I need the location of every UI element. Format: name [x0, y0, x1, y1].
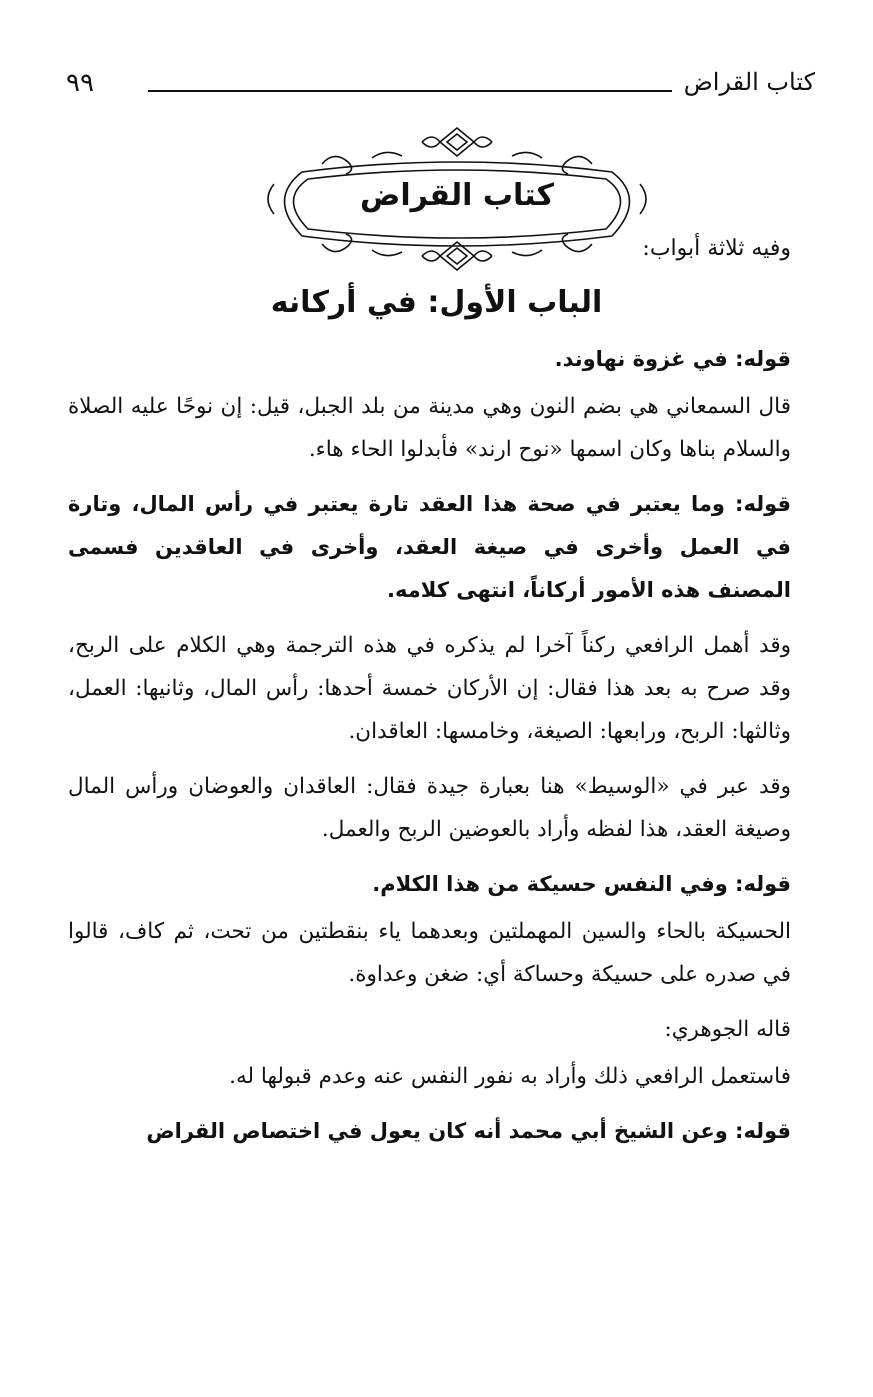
body-text — [68, 338, 791, 1165]
paragraph: الحسيكة بالحاء والسين المهملتين وبعدهما ياء بنقطتين من تحت، ثم كاف، قالوا في صدره على حسيكة وحساكة أي: ضغن وعداوة. — [68, 919, 791, 987]
paragraph: قوله: في غزوة نهاوند. — [554, 347, 791, 371]
intro-line: وفيه ثلاثة أبواب: — [642, 236, 791, 261]
header-rule — [148, 90, 672, 92]
paragraph: فاستعمل الرافعي ذلك وأراد به نفور النفس عنه وعدم قبولها له. — [229, 1064, 791, 1089]
paragraph: قال السمعاني هي بضم النون وهي مدينة من بلد الجبل، قيل: إن نوحًا عليه الصلاة والسلام بناها وكان اسمها «نوح ارند» فأبدلوا الحاء هاء. — [68, 394, 791, 462]
running-title: كتاب القراض — [683, 68, 815, 96]
paragraph: قوله: وما يعتبر في صحة هذا العقد تارة يعتبر في رأس المال، وتارة في العمل وأخرى في صيغة العقد، وأخرى في العاقدين فسمى المصنف هذه الأمور أركاناً، انتهى كلامه. — [68, 492, 791, 602]
paragraph: قوله: وعن الشيخ أبي محمد أنه كان يعول في اختصاص القراض — [146, 1119, 791, 1143]
paragraph: وقد عبر في «الوسيط» هنا بعبارة جيدة فقال: العاقدان والعوضان ورأس المال وصيغة العقد، هذا لفظه وأراد بالعوضين الربح والعمل. — [68, 774, 791, 842]
book-title: كتاب القراض — [360, 178, 554, 213]
paragraph: قاله الجوهري: — [664, 1017, 791, 1042]
title-cartouche — [262, 124, 652, 274]
chapter-heading: الباب الأول: في أركانه — [270, 285, 603, 320]
paragraph: قوله: وفي النفس حسيكة من هذا الكلام. — [372, 872, 791, 896]
paragraph: وقد أهمل الرافعي ركناً آخرا لم يذكره في هذه الترجمة وهي الكلام على الربح، وقد صرح به بعد هذا فقال: إن الأركان خمسة أحدها: رأس المال، وثانيها: العمل، وثالثها: الربح، ورابعها: الصيغة، وخامسها: العاقدان. — [68, 633, 791, 744]
page-number: ٩٩ — [66, 68, 94, 98]
page-header — [58, 60, 815, 110]
